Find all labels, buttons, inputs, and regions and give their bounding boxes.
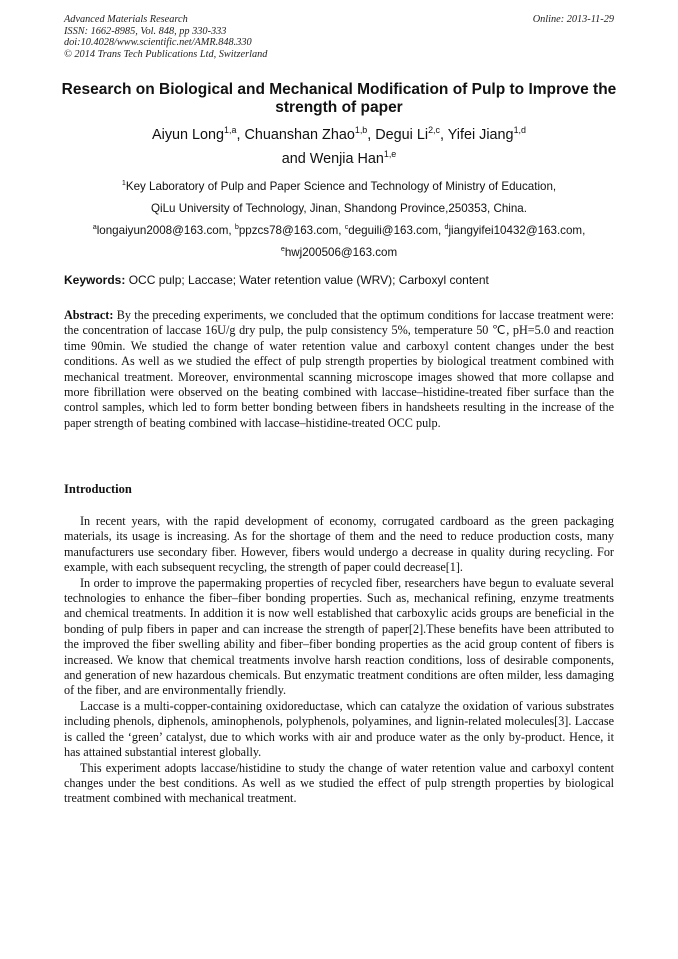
affiliation-line: QiLu University of Technology, Jinan, Shandong Province,250353, China. bbox=[151, 202, 527, 215]
keywords-text: OCC pulp; Laccase; Water retention value (WRV); Carboxyl content bbox=[125, 273, 489, 287]
author-list: Aiyun Long$^{1,a}$, Chuanshan Zhao$^{1,b}$, Degui Li$^{2,c}$, Yifei Jiang$^{1,d}$ and Wenjia Han$^{1,e}$ bbox=[152, 125, 526, 167]
author-affiliation-mark: 1,e bbox=[383, 149, 397, 160]
author-email: hwj200506@163.com bbox=[284, 246, 398, 259]
paragraph: This experiment adopts laccase/histidine to study the change of water retention value and carboxyl content changes under the best conditions. As well as we studied the effect of pulp strength properties by biological treatment combined with mechanical treatment. bbox=[64, 760, 614, 806]
author-name: Chuanshan Zhao bbox=[244, 127, 355, 143]
email-mark: e bbox=[280, 244, 285, 254]
author-email: deguili@163.com, bbox=[348, 224, 445, 237]
abstract-label: Abstract: bbox=[64, 308, 114, 322]
journal-name: Advanced Materials Research bbox=[64, 14, 188, 25]
issn-line: ISSN: 1662-8985, Vol. 848, pp 330-333 bbox=[64, 25, 227, 37]
email-mark: b bbox=[234, 222, 239, 232]
section-heading: Introduction bbox=[64, 482, 132, 496]
author-name: Degui Li bbox=[375, 127, 429, 143]
email-mark: c bbox=[344, 222, 349, 232]
author-affiliation-mark: 1,d bbox=[513, 125, 526, 136]
paragraph: In recent years, with the rapid development of economy, corrugated cardboard as the green packaging materials, its usage is increasing. As for the shortage of them and the need to reduce production costs, many manufacturers use secondary fiber. However, fibers would undergo a decrease in quality during recycling. For example, with each subsequent recycling, the strength of paper could decrease[1]. bbox=[64, 514, 614, 575]
doi-line: doi:10.4028/www.scientific.net/AMR.848.330 bbox=[64, 37, 252, 49]
author-affiliation-mark: 1,b bbox=[354, 125, 368, 136]
abstract-text: By the preceding experiments, we concluded that the optimum conditions for laccase treatment were: the concentration of laccase 16U/g dry pulp, the pulp consistency 5%, temperature 50 ℃, pH=5.0 and reaction time 90min. We studied the change of water retention value and carboxyl content changes under the best conditions. As well as we studied the effect of pulp strength properties by biological treatment combined with mechanical treatment. Moreover, environmental scanning microscope images showed that more collapse and more fibrillation were observed on the beating combined with laccase–histidine-treated fiber surface than the control samples, which led to form better bonding between fibers in handsheets resulting in the increase of the paper strength of beating combined with laccase–histidine-treated OCC pulp. bbox=[64, 308, 614, 430]
keywords-label: Keywords: bbox=[64, 273, 126, 287]
copyright-line: © 2014 Trans Tech Publications Ltd, Switzerland bbox=[64, 48, 268, 60]
paragraph: In order to improve the papermaking properties of recycled fiber, researchers have begun to evaluate several technologies to enhance the fiber–fiber bonding properties. Such as, mechanical refining, enzyme treatments and chemical treatments. In addition it is now well established that carboxylic acids groups are beneficial in the bonding of pulp fibers in paper and can increase the strength of paper[2].These benefits have been attributed to the improved the fiber swelling ability and fiber–fiber bonding properties as the acid group content of fibers is increased. We know that chemical treatments involve harsh reaction conditions, loss of desirable components, and generation of new hazardous chemicals. But enzymatic treatment conditions are often milder, less damaging of the fiber, and are environmentally friendly. bbox=[64, 575, 614, 698]
author-affiliation-mark: 1,a bbox=[224, 125, 237, 136]
author-name: Yifei Jiang bbox=[447, 127, 514, 143]
affiliation-block bbox=[40, 176, 638, 264]
email-mark: d bbox=[444, 222, 449, 232]
affiliation-line: Key Laboratory of Pulp and Paper Science and Technology of Ministry of Education, bbox=[125, 180, 557, 193]
author-email: ppzcs78@163.com, bbox=[238, 224, 345, 237]
online-date: Online: 2013-11-29 bbox=[532, 14, 614, 25]
keywords-line bbox=[64, 273, 616, 287]
author-affiliation-mark: 2,c bbox=[428, 125, 440, 136]
abstract bbox=[64, 308, 614, 431]
author-name: Aiyun Long bbox=[152, 127, 225, 143]
affiliation-mark: 1 bbox=[121, 178, 126, 188]
email-mark: a bbox=[92, 222, 97, 232]
paragraph: Laccase is a multi-copper-containing oxidoreductase, which can catalyze the oxidation of various substrates including phenols, diphenols, aminophenols, polyphenols, polyamines, and lignin-related molecules[3]. Laccase is called the ‘green’ catalyst, due to which works with air and produce water as the only by-product. Hence, it has attained substantial interest globally. bbox=[64, 698, 614, 760]
author-name: Wenjia Han bbox=[309, 151, 384, 167]
author-email: longaiyun2008@163.com, bbox=[96, 224, 235, 237]
introduction-body bbox=[64, 514, 614, 807]
author-email: jiangyifei10432@163.com, bbox=[448, 224, 586, 237]
journal-header bbox=[64, 14, 267, 60]
paper-title: Research on Biological and Mechanical Modification of Pulp to Improve the strength of paper bbox=[61, 81, 617, 116]
